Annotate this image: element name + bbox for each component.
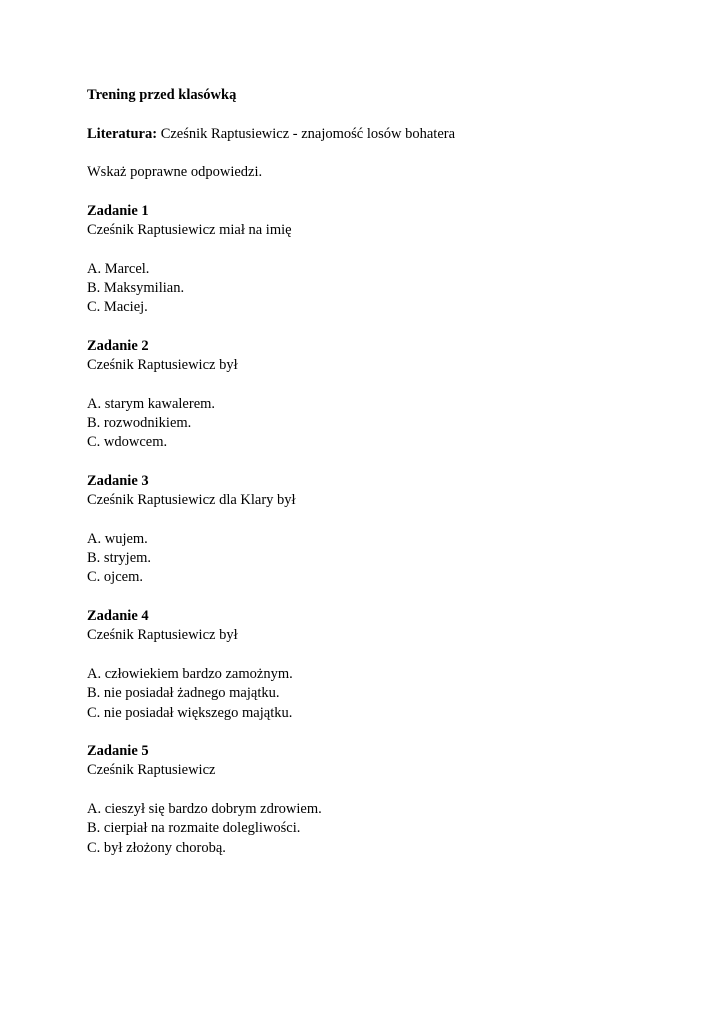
task-4 — [87, 607, 647, 723]
answer-option-b: B. rozwodnikiem. — [87, 415, 192, 432]
answer-option-c: C. ojcem. — [87, 569, 143, 586]
answer-option-b: B. stryjem. — [87, 550, 152, 567]
task-5 — [87, 742, 647, 858]
answer-option-a: A. człowiekiem bardzo zamożnym. — [87, 665, 293, 682]
answer-option-c: C. wdowcem. — [87, 434, 168, 451]
document-title: Trening przed klasówką — [87, 87, 237, 103]
task-question: Cześnik Raptusiewicz był — [87, 627, 238, 644]
spacer — [87, 723, 647, 742]
spacer — [87, 144, 647, 163]
answer-option-c: C. nie posiadał większego majątku. — [87, 704, 293, 721]
task-title: Zadanie 4 — [87, 608, 149, 625]
answer-option-a: A. wujem. — [87, 530, 148, 547]
spacer — [87, 453, 647, 472]
answer-option-b: B. nie posiadał żadnego majątku. — [87, 685, 280, 702]
answer-option-b: B. cierpiał na rozmaite dolegliwości. — [87, 820, 301, 837]
spacer — [87, 375, 647, 394]
task-2 — [87, 337, 647, 453]
task-question: Cześnik Raptusiewicz miał na imię — [87, 222, 292, 239]
task-title: Zadanie 1 — [87, 202, 149, 219]
answer-option-a: A. starym kawalerem. — [87, 395, 216, 412]
answer-option-c: C. był złożony chorobą. — [87, 839, 226, 856]
document-content — [87, 86, 647, 858]
task-question: Cześnik Raptusiewicz dla Klary był — [87, 492, 296, 509]
spacer — [87, 511, 647, 530]
task-question: Cześnik Raptusiewicz był — [87, 357, 238, 374]
spacer — [87, 646, 647, 665]
subject-line — [87, 125, 647, 144]
task-title: Zadanie 2 — [87, 337, 149, 354]
subject-text: Cześnik Raptusiewicz - znajomość losów bohatera — [157, 125, 456, 142]
answer-option-b: B. Maksymilian. — [87, 279, 185, 296]
spacer — [87, 588, 647, 607]
spacer — [87, 182, 647, 201]
task-3 — [87, 472, 647, 588]
answer-option-a: A. Marcel. — [87, 260, 150, 277]
spacer — [87, 240, 647, 259]
spacer — [87, 105, 647, 124]
task-1 — [87, 202, 647, 318]
spacer — [87, 781, 647, 800]
spacer — [87, 318, 647, 337]
instruction: Wskaż poprawne odpowiedzi. — [87, 164, 263, 181]
answer-option-c: C. Maciej. — [87, 299, 148, 316]
subject-label: Literatura: — [87, 125, 158, 142]
task-title: Zadanie 5 — [87, 743, 149, 760]
answer-option-a: A. cieszył się bardzo dobrym zdrowiem. — [87, 800, 322, 817]
task-question: Cześnik Raptusiewicz — [87, 762, 216, 779]
task-title: Zadanie 3 — [87, 472, 149, 489]
